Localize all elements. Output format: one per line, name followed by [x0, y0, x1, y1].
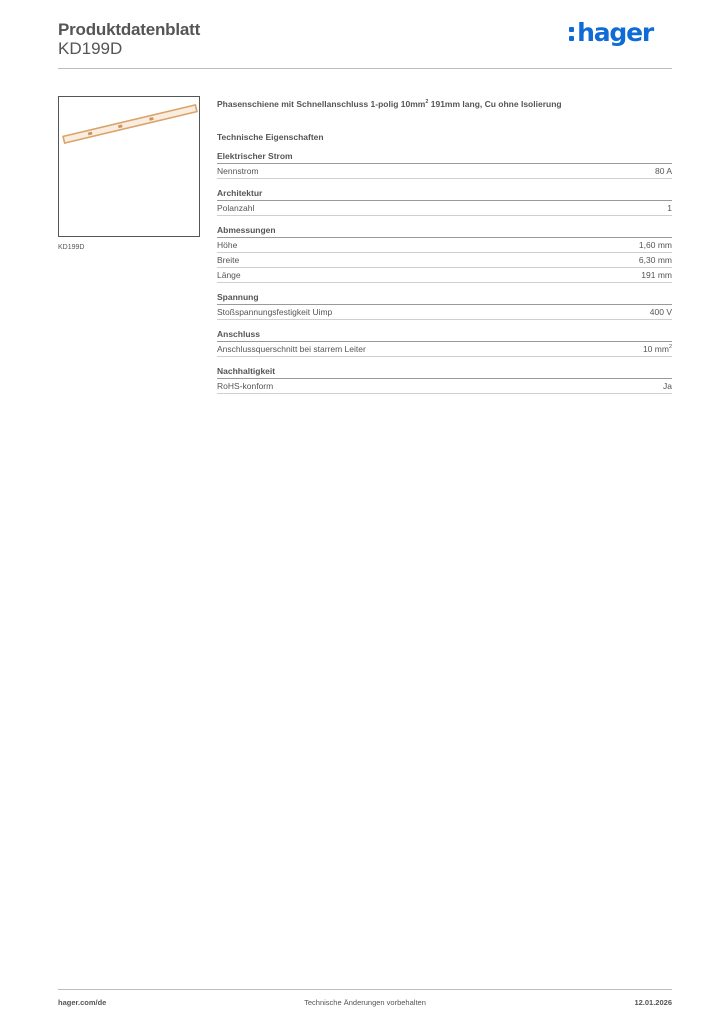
property-value: 10 $mm^2$ [642, 343, 672, 354]
footer-website[interactable]: hager.com/de [58, 998, 107, 1007]
footer-date: 12.01.2026 [634, 998, 672, 1007]
property-row [217, 268, 672, 283]
property-row [217, 164, 672, 179]
section-title: Anschluss [217, 329, 672, 342]
property-label: Breite [217, 254, 240, 265]
property-value: 80 A [654, 165, 672, 176]
property-label: Länge [217, 269, 241, 280]
product-description: Phasenschiene mit Schnellanschluss 1-polig $10mm^2$ 191mm lang, Cu ohne Isolierung [217, 98, 562, 109]
section-title: Elektrischer Strom [217, 151, 672, 164]
header-divider [58, 68, 672, 69]
product-image [58, 96, 200, 237]
footer [58, 998, 672, 1010]
property-row [217, 201, 672, 216]
properties-sections [217, 151, 672, 394]
property-value: 1 [667, 202, 672, 213]
property-row [217, 238, 672, 253]
section-title: Architektur [217, 188, 672, 201]
property-label: Höhe [217, 239, 238, 250]
property-row [217, 253, 672, 268]
property-row [217, 379, 672, 394]
property-row [217, 342, 672, 357]
image-caption: KD199D [58, 244, 85, 251]
property-section [217, 366, 672, 394]
property-label: Stoßspannungsfestigkeit Uimp [217, 306, 333, 317]
property-section [217, 225, 672, 283]
section-title: Spannung [217, 292, 672, 305]
logo-dots [569, 27, 574, 41]
technical-properties-heading: Technische Eigenschaften [217, 131, 324, 142]
property-section [217, 151, 672, 179]
section-title: Nachhaltigkeit [217, 366, 672, 379]
property-row [217, 305, 672, 320]
document-title: Produktdatenblatt [58, 20, 201, 39]
property-label: Anschlussquerschnitt bei starrem Leiter [217, 343, 366, 354]
property-value: 400 V [649, 306, 672, 317]
property-section [217, 329, 672, 357]
property-section [217, 292, 672, 320]
property-label: RoHS-konform [217, 380, 274, 391]
logo-text: hager [577, 17, 653, 47]
section-title: Abmessungen [217, 225, 672, 238]
footer-divider [58, 989, 672, 990]
article-number: KD199D [58, 39, 123, 58]
busbar-image [59, 97, 201, 238]
property-value: 1,60 mm [638, 239, 672, 250]
property-value: Ja [663, 380, 672, 391]
property-value: 191 mm [641, 269, 672, 280]
property-value: 6,30 mm [638, 254, 672, 265]
property-section [217, 188, 672, 216]
hager-logo [569, 17, 653, 47]
property-label: Nennstrom [217, 165, 259, 176]
footer-notice: Technische Änderungen vorbehalten [304, 998, 426, 1007]
property-label: Polanzahl [217, 202, 255, 213]
product-details [217, 96, 672, 403]
